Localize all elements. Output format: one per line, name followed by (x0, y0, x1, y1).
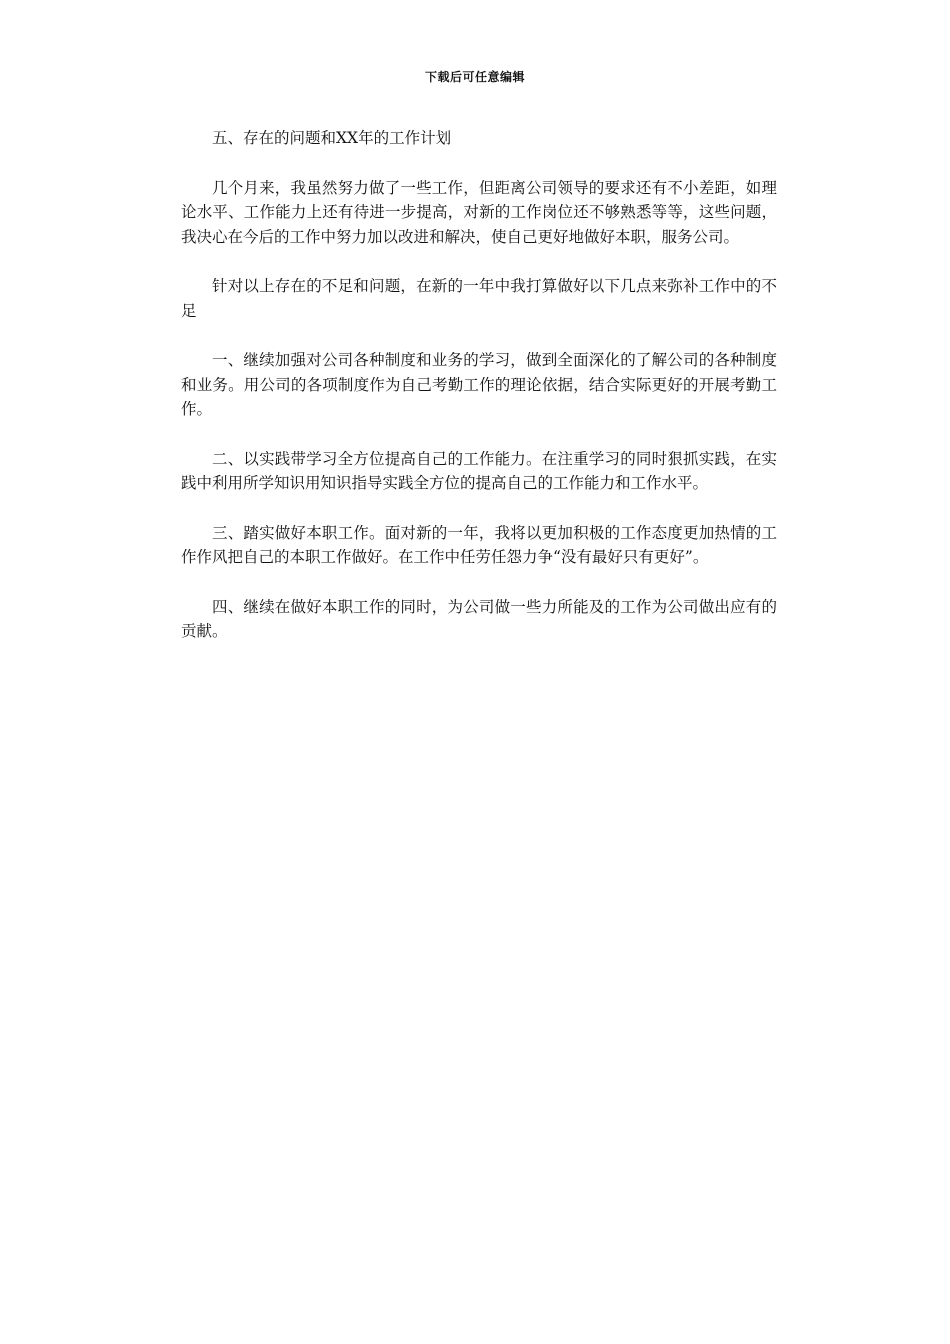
plan-item-2: 二、以实践带学习全方位提高自己的工作能力。在注重学习的同时狠抓实践，在实践中利用所学知识用知识指导实践全方位的提高自己的工作能力和工作水平。 (181, 449, 777, 492)
plan-item-1: 一、继续加强对公司各种制度和业务的学习，做到全面深化的了解公司的各种制度和业务。用公司的各项制度作为自己考勤工作的理论依据，结合实际更好的开展考勤工作。 (181, 351, 777, 418)
page-header: 下载后可任意编辑 (424, 70, 525, 84)
plan-item-4: 四、继续在做好本职工作的同时，为公司做一些力所能及的工作为公司做出应有的贡献。 (181, 597, 777, 640)
section-heading: 五、存在的问题和XX年的工作计划 (212, 129, 452, 147)
document-body (181, 126, 777, 669)
paragraph: 几个月来，我虽然努力做了一些工作，但距离公司领导的要求还有不小差距，如理论水平、工作能力上还有待进一步提高，对新的工作岗位还不够熟悉等等，这些问题，我决心在今后的工作中努力加以改进和解决，使自己更好地做好本职，服务公司。 (181, 178, 777, 246)
plan-item-3: 三、踏实做好本职工作。面对新的一年，我将以更加积极的工作态度更加热情的工作作风把自己的本职工作做好。在工作中任劳任怨力争“没有最好只有更好”。 (181, 523, 777, 566)
paragraph: 针对以上存在的不足和问题，在新的一年中我打算做好以下几点来弥补工作中的不足 (181, 277, 777, 320)
